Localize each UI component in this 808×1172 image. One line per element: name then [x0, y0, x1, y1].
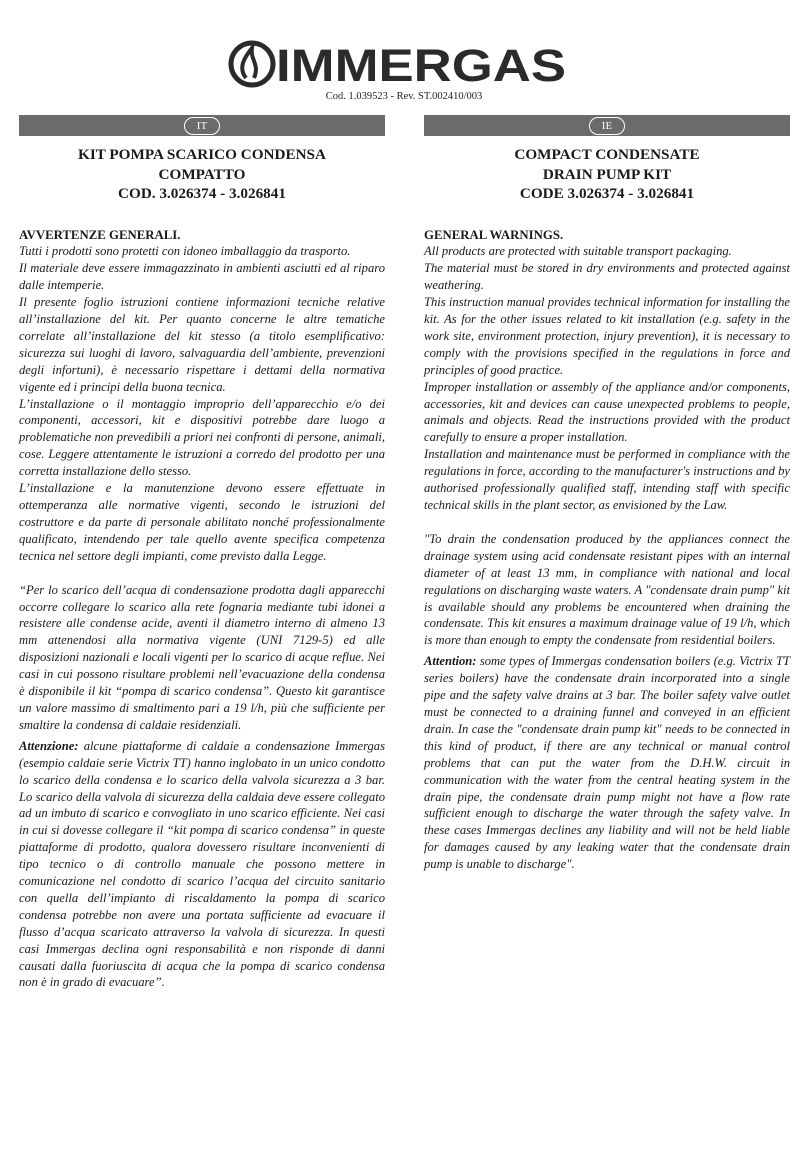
paragraph: Improper installation or assembly of the appliance and/or components, accessories, kit and devices can cause unexpected problems to people, animals and objects. Read the instructions provided with the product carefully to ensure a proper installation. — [424, 379, 790, 445]
language-badge-ie: IE — [589, 117, 625, 135]
language-badge-it: IT — [184, 117, 220, 135]
title-line-1: KIT POMPA SCARICO CONDENSA — [78, 146, 326, 163]
warnings-heading: GENERAL WARNINGS. — [424, 227, 564, 242]
paragraph: Installation and maintenance must be performed in compliance with the regulations in force, according to the manufacturer's instructions and by authorised professionally qualified staff, intending staff with specific technical skills in the plant sector, as envisioned by the Law. — [424, 447, 790, 512]
attention-text: alcune piattaforme di caldaie a condensazione Immergas (esempio caldaie serie Victrix TT) hanno inglobato in un unico condotto lo scarico della condensa e lo scarico della valvola sicurezza a 3 bar. Lo scarico della valvola di sicurezza della caldaia deve essere collegato ad un imbuto di scarico e convogliato in uno scarico efficiente. Nei casi in cui si dovesse collegare il “kit pompa di scarico condensa” in queste piattaforme di prodotto, qualora dovessero risultare inconvenienti di tipo tecnico o di controllo manuale che possono mettere in comunicazione nel condotto di scarico l’acqua del circuito sanitario con quella dell’impianto di riscaldamento la pompa di scarico condensa potrebbe non avere una portata sufficiente ad evacuare il flusso d’acqua scaricato attraverso la valvola di sicurezza. In questi casi Immergas declina ogni responsabilità e non risponde di danni causati dalla fuoriuscita di acqua che la pompa di scarico condensa non è in grado di evacuare”. — [19, 738, 385, 990]
title-line-2: COMPATTO — [158, 165, 246, 183]
immergas-logo — [228, 40, 568, 88]
attention-paragraph — [19, 738, 385, 992]
flame-icon — [231, 43, 273, 85]
paragraph: “Per lo scarico dell’acqua di condensazione prodotta dagli apparecchi occorre collegare lo scarico alla rete fognaria mediante tubi idonei a resistere alle condense acide, aventi il diametro interno di almeno 13 mm attenendosi alla normativa vigente (UNI 7129-5) ed alle disposizioni nazionali e locali vigenti per lo scarico di acque reflue. Nei casi in cui possono risultare problemi nell’evacuazione della condensa è disponibile il kit “pompa di scarico condensa”. Questo kit garantisce un valore massimo di smaltimento pari a 19 l/h, più che sufficiente per smaltire la condensa di caldaie residenziali. — [19, 582, 385, 732]
paragraph: This instruction manual provides technical information for installing the kit. As for the other issues related to kit installation (e.g. safety in the work site, environment protection, injury prevention), it is necessary to comply with the provisions specified in the regulations in force and principles of good practice. — [424, 295, 790, 377]
paragraph: Il materiale deve essere immagazzinato in ambienti asciutti ed al riparo dalle intemperie. — [19, 261, 385, 293]
language-bar-it — [19, 115, 385, 136]
title-line-3: COD. 3.026374 - 3.026841 — [118, 185, 286, 202]
column-italian — [19, 115, 385, 991]
title-line-3: CODE 3.026374 - 3.026841 — [519, 185, 695, 202]
title-ie — [424, 145, 790, 204]
body-it — [19, 227, 385, 992]
paragraph: Tutti i prodotti sono protetti con idoneo imballaggio da trasporto. — [19, 244, 351, 259]
title-line-2: DRAIN PUMP KIT — [542, 165, 672, 183]
title-line-1: COMPACT CONDENSATE — [514, 146, 700, 163]
language-bar-ie — [424, 115, 790, 136]
paragraph: L’installazione e la manutenzione devono essere effettuate in ottemperanza alle normative vigenti, secondo le istruzioni del costruttore e da parte di personale abilitato nonché professionalmente qualificato, intendendo per tale quello avente specifica competenza tecnica nel settore degli impianti, come previsto dalla Legge. — [19, 481, 385, 563]
paragraph: Il presente foglio istruzioni contiene informazioni tecniche relative all’installazione del kit. Per quanto concerne le altre tematiche correlate all’installazione del kit stesso (a titolo esemplificativo: sicurezza sui luoghi di lavoro, salvaguardia dell’ambiente, prevenzioni degli infortuni), è necessario rispettare i dettami della normativa vigente ed i principi della buona tecnica. — [19, 295, 385, 394]
column-english — [424, 115, 790, 873]
attention-text: some types of Immergas condensation boilers (e.g. Victrix TT series boilers) have the condensate drain incorporated into a single pipe and the safety valve drains at 3 bar. The boiler safety valve outlet must be connected to a draining funnel and conveyed in an efficient drain. In case the "condensate drain pump kit" needs to be connected in this kind of product, if there are any technical or manual control problems that can put the water from the D.H.W. circuit in communication with the water from the central heating system in the drain pipe, the condensate drain pump might not have a flow rate sufficient enough to discharge the water through the safety valve. In these cases Immergas declines any liability and will not be held liable for damages caused by any leaking water that the condensate drain pump is unable to discharge". — [424, 654, 790, 872]
paragraph: L’installazione o il montaggio improprio dell’apparecchio e/o dei componenti, accessori, kit e dispositivi potrebbe dare luogo a problematiche non prevedibili a priori nei confronti di persone, animali, cose. Leggere attentamente le istruzioni a corredo del prodotto per una corretta installazione dello stesso. — [19, 396, 385, 479]
paragraph: "To drain the condensation produced by the appliances connect the drainage system using acid condensate resistant pipes with an internal diameter of at least 13 mm, in compliance with national and local regulations on discharging waste waters. A "condensate drain pump" kit is available should any problems be encountered when draining the condensate. This kit ensures a maximum drainage value of 19 l/h, which is more than enough to empty the condensate from residential boilers. — [424, 531, 790, 648]
document-code: Cod. 1.039523 - Rev. ST.002410/003 — [325, 91, 483, 102]
body-ie — [424, 227, 790, 874]
title-it — [19, 145, 385, 204]
attention-paragraph — [424, 653, 790, 873]
paragraph: The material must be stored in dry environments and protected against weathering. — [424, 261, 790, 293]
brand-wordmark: IMMERGAS — [276, 40, 566, 88]
warnings-heading: AVVERTENZE GENERALI. — [19, 227, 181, 242]
paragraph: All products are protected with suitable transport packaging. — [424, 244, 732, 259]
attention-label: Attention: — [424, 654, 477, 669]
attention-label: Attenzione: — [19, 738, 79, 753]
